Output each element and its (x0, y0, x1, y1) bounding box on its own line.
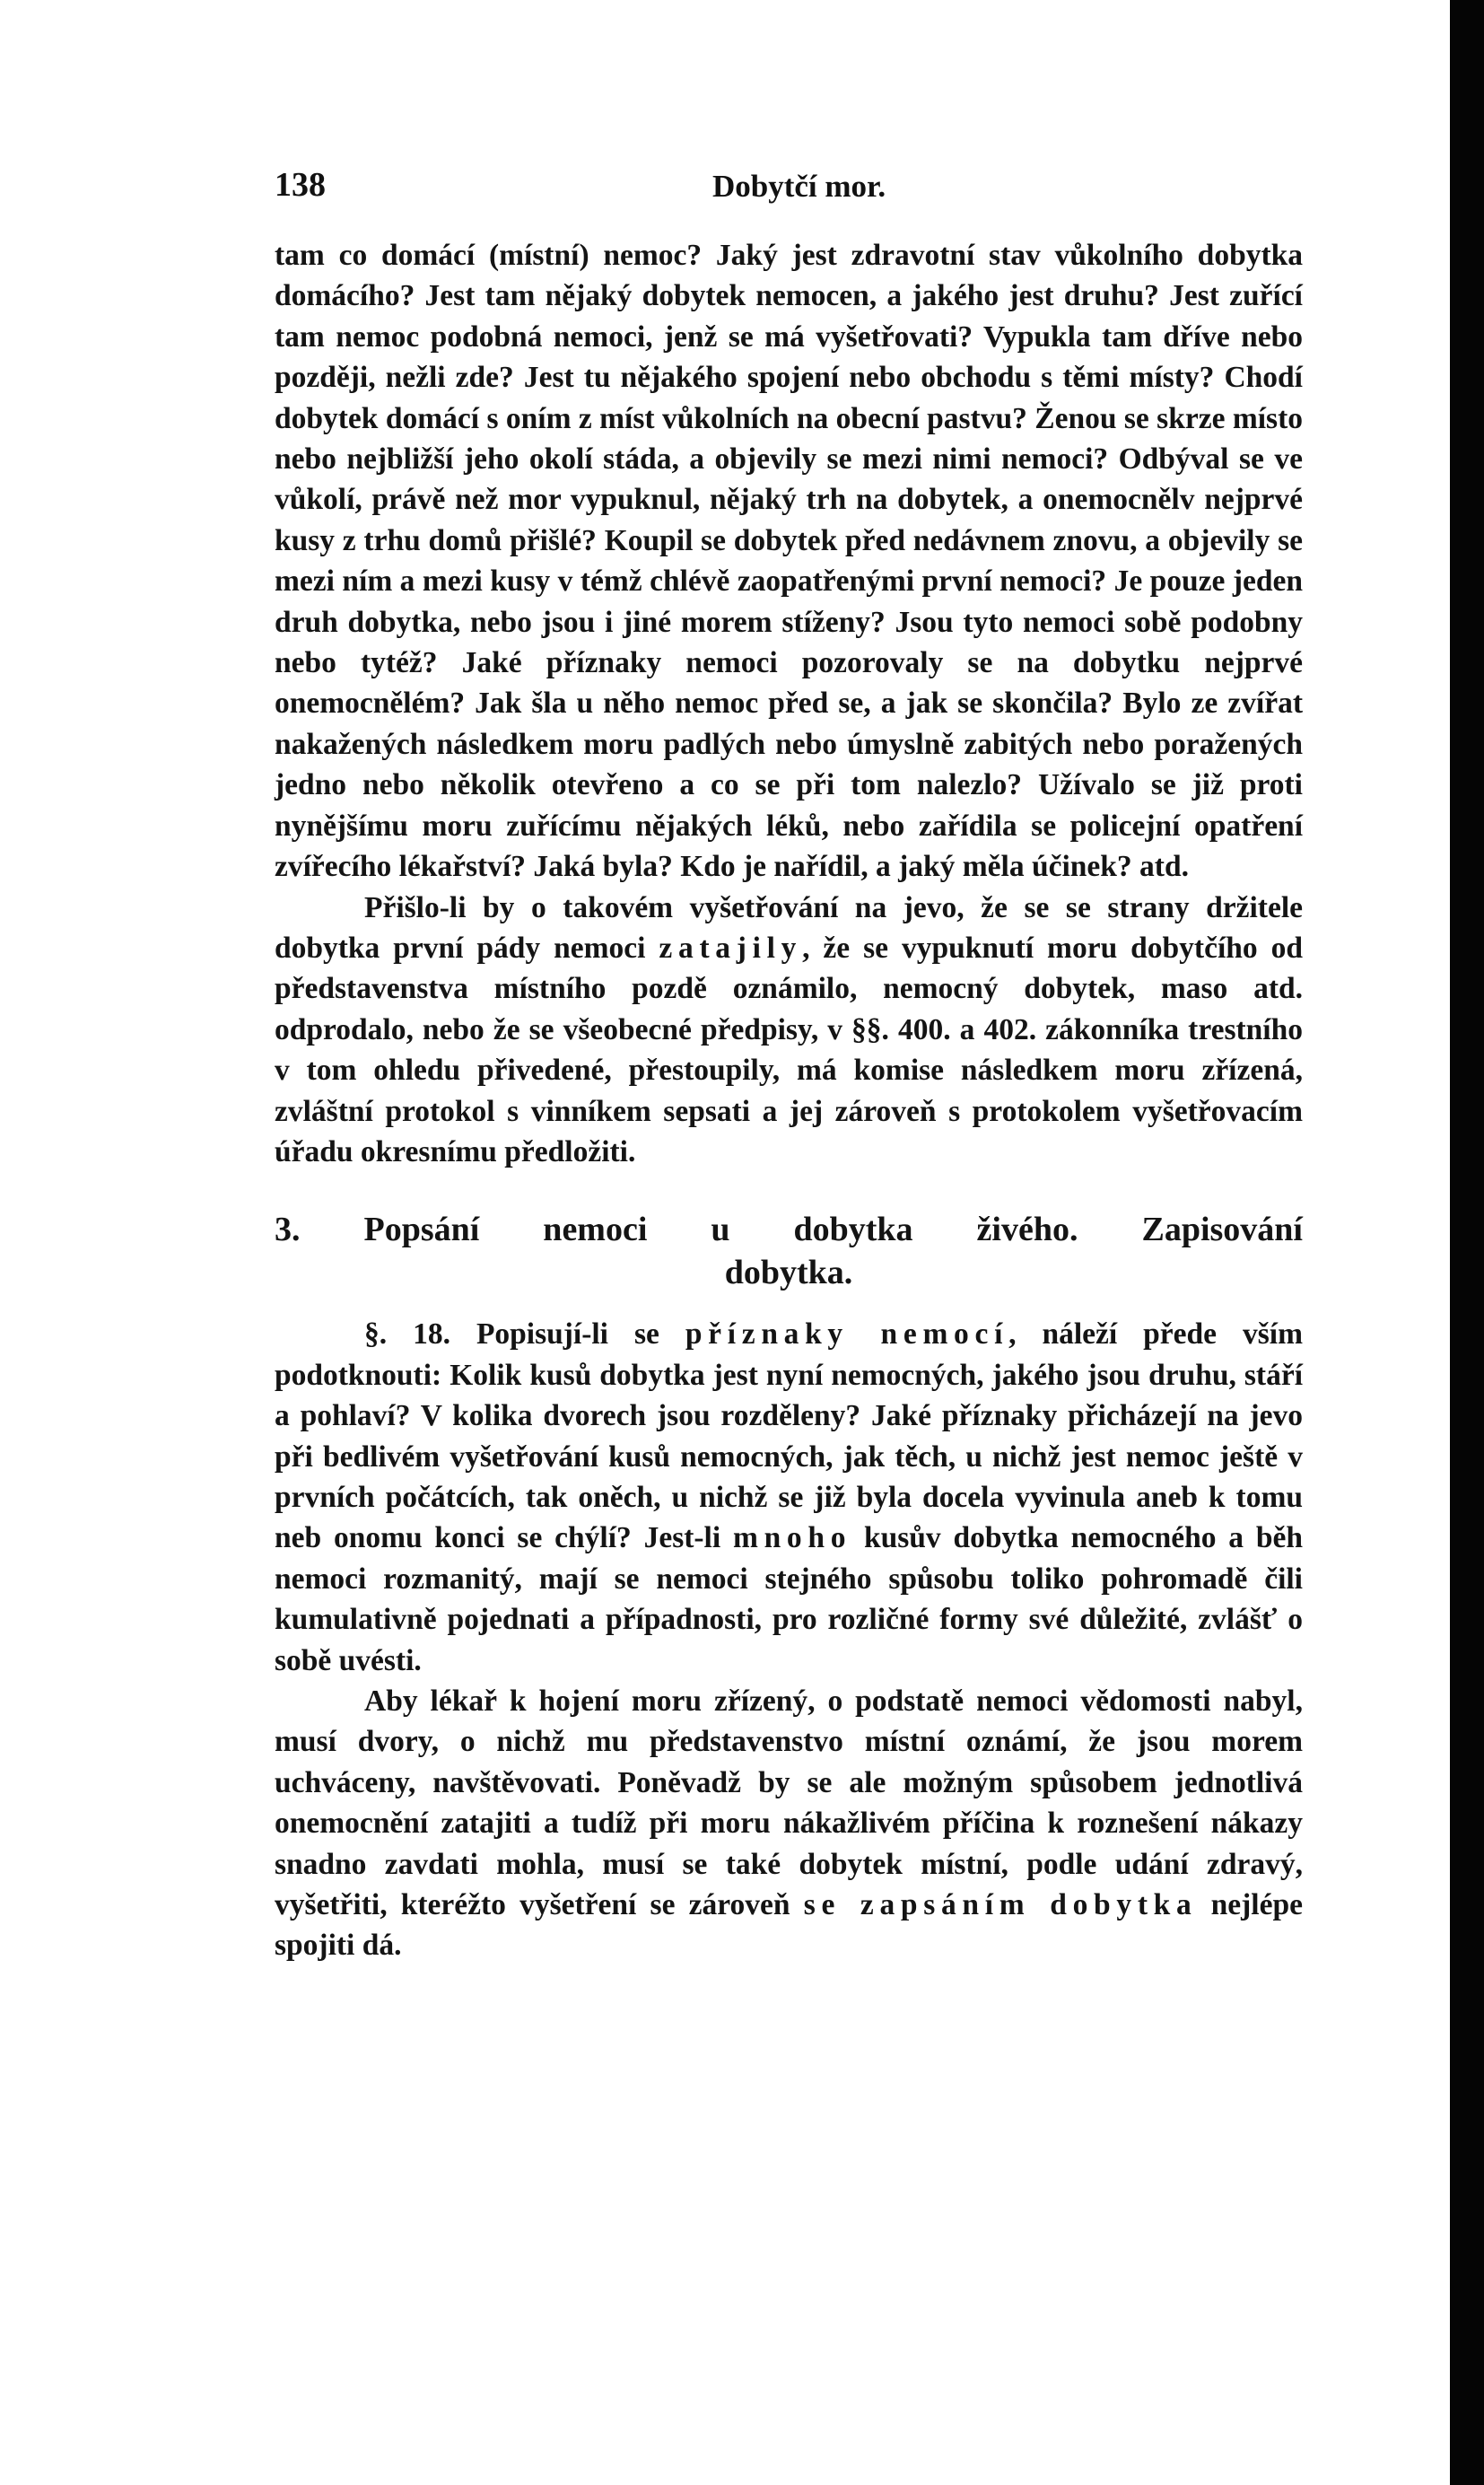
scan-binding-edge (1450, 0, 1484, 2485)
running-title: Dobytčí mor. (712, 169, 886, 204)
paragraph-2-emphasis-1: zatajily (659, 931, 803, 965)
paragraph-4 (275, 1681, 1303, 1966)
text-block (275, 235, 1303, 1966)
paragraph-3-part-1: §. 18. Popisují-li se (364, 1317, 685, 1352)
paragraph-2 (275, 888, 1303, 1173)
paragraph-3-part-2: , náleží přede vším podotknouti: Kolik kusů dobytka jest nyní nemocných, jakého jsou druhu, stáří a pohlaví? V kolika dvorech jsou rozděleny? Jaké příznaky přicházejí na jevo při bedlivém vyšetřování kusů nemocných, jak těch, u nichž jest nemoc ještě v prvních počátcích, tak oněch, u nichž se již byla docela vyvinula aneb k tomu neb onomu konci se chýlí? Jest-li (275, 1317, 1303, 1555)
paragraph-3-emphasis-2: mnoho (732, 1521, 852, 1555)
paragraph-3-part-3: kusův dobytka nemocného a běh nemoci rozmanitý, mají se nemoci stejného spůsobu toliko pohromadě čili kumulativně pojednati a případnosti, pro rozličné formy své důležité, zvlášť o sobě uvésti. (275, 1521, 1303, 1677)
paragraph-4-emphasis-1: se zapsáním dobytka (803, 1888, 1198, 1922)
paragraph-2-part-1: Přišlo-li by o takovém vyšetřování na jevo, že se se strany držitele dobytka první pády nemoci (275, 890, 1303, 965)
paragraph-1 (275, 235, 1303, 888)
section-heading-line-2: dobytka. (724, 1254, 853, 1292)
paragraph-2-part-2: , že se vypuknutí moru dobytčího od představenstva místního pozdě oznámilo, nemocný dobytek, maso atd. odprodalo, nebo že se všeobecné předpisy, v §§. 400. a 402. zákonníka trestního v tom ohledu přivedené, přestoupily, má komise následkem moru zřízená, zvláštní protokol s vinníkem sepsati a jej zároveň s protokolem vyšetřovacím úřadu okresnímu předložiti. (275, 931, 1303, 1168)
paragraph-4-part-1: Aby lékař k hojení moru zřízený, o podstatě nemoci vědomosti nabyl, musí dvory, o nichž mu představenstvo místní oznámí, že jsou morem uchváceny, navštěvovati. Poněvadž by se ale možným spůsobem jednotlivá onemocnění zatajiti a tudíž při moru nákažlivém příčina k roznešení nákazy snadno zavdati mohla, musí se také dobytek místní, podle udání zdravý, vyšetřiti, kteréžto vyšetření se zároveň (275, 1684, 1303, 1922)
paragraph-3 (275, 1314, 1303, 1681)
paragraph-3-emphasis-1: příznaky nemocí (685, 1317, 1009, 1352)
section-heading-line-1: 3. Popsání nemoci u dobytka živého. Zapisování (275, 1211, 1303, 1249)
section-heading (275, 1208, 1303, 1294)
page-number: 138 (275, 166, 326, 204)
running-head (275, 165, 1306, 219)
paragraph-1-text: tam co domácí (místní) nemoc? Jaký jest zdravotní stav vůkolního dobytka domácího? Jest tam nějaký dobytek nemocen, a jakého jest druhu? Jest zuřící tam nemoc podobná nemoci, jenž se má vyšetřovati? Vypukla tam dříve nebo později, nežli zde? Jest tu nějakého spojení nebo obchodu s těmi místy? Chodí dobytek domácí s oním z míst vůkolních na obecní pastvu? Ženou se skrze místo nebo nejbližší jeho okolí stáda, a objevily se mezi nimi nemoci? Odbýval se ve vůkolí, právě než mor vypuknul, nějaký trh na dobytek, a onemocnělv nejprvé kusy z trhu domů přišlé? Koupil se dobytek před nedávnem znovu, a objevily se mezi ním a mezi kusy v témž chlévě zaopatřenými první nemoci? Je pouze jeden druh dobytka, nebo jsou i jiné morem stíženy? Jsou tyto nemoci sobě podobny nebo tytéž? Jaké příznaky nemoci pozorovaly se na dobytku nejprvé onemocnělém? Jak šla u něho nemoc před se, a jak se skončila? Bylo ze zvířat nakažených následkem moru padlých nebo úmyslně zabitých nebo poražených jedno nebo několik otevřeno a co se při tom nalezlo? Užívalo se již proti nynějšímu moru zuřícímu nějakých léků, nebo zařídila se policejní opatření zvířecího lékařství? Jaká byla? Kdo je nařídil, a jaký měla účinek? atd. (275, 239, 1303, 884)
paragraph-4-part-2: nejlépe spojiti dá. (275, 1888, 1303, 1963)
